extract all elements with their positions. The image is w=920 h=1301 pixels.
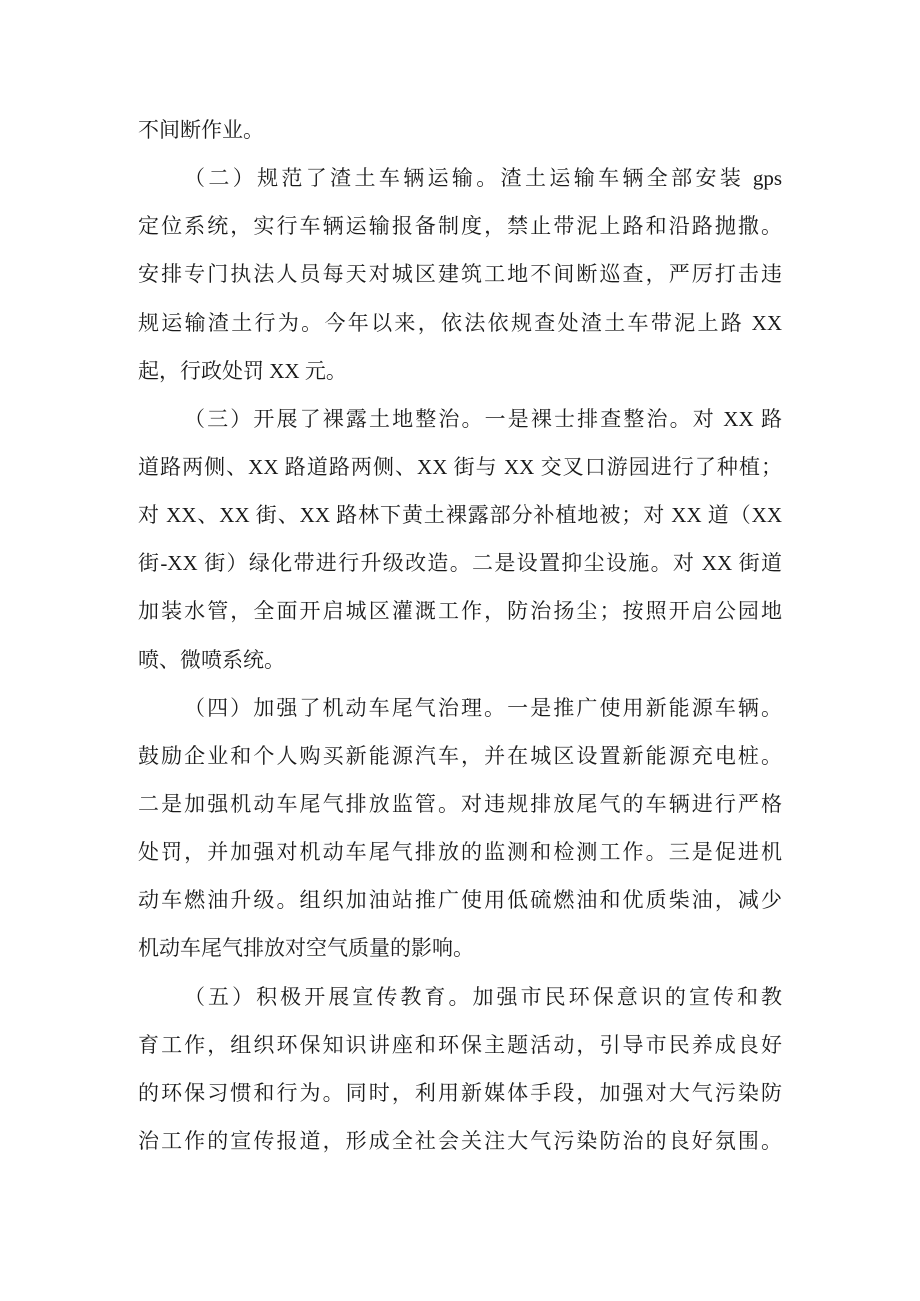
paragraph-line: 对 XX、XX 街、XX 路林下黄土裸露部分补植地被；对 XX 道（XX bbox=[138, 503, 782, 528]
paragraph-line: 街-XX 街）绿化带进行升级改造。二是设置抑尘设施。对 XX 街道 bbox=[138, 551, 782, 576]
paragraph-line: 处罚，并加强对机动车尾气排放的监测和检测工作。三是促进机 bbox=[138, 840, 782, 865]
paragraph-section-5 bbox=[138, 973, 782, 1166]
paragraph-line: 二是加强机动车尾气排放监管。对违规排放尾气的车辆进行严格 bbox=[138, 791, 782, 816]
document-body bbox=[138, 106, 782, 1165]
paragraph-line: 定位系统，实行车辆运输报备制度，禁止带泥上路和沿路抛撒。 bbox=[138, 214, 782, 239]
paragraph-line: 规运输渣土行为。今年以来，依法依规查处渣土车带泥上路 XX bbox=[138, 310, 782, 335]
paragraph-section-4 bbox=[138, 684, 782, 973]
paragraph-line: （五）积极开展宣传教育。加强市民环保意识的宣传和教 bbox=[184, 984, 782, 1009]
paragraph-line: 治工作的宣传报道，形成全社会关注大气污染防治的良好氛围。 bbox=[138, 1128, 782, 1153]
paragraph-line: 加装水管，全面开启城区灌溉工作，防治扬尘；按照开启公园地 bbox=[138, 599, 782, 624]
paragraph-section-3 bbox=[138, 395, 782, 684]
paragraph-line: 动车燃油升级。组织加油站推广使用低硫燃油和优质柴油，减少 bbox=[138, 888, 782, 913]
paragraph-line: 安排专门执法人员每天对城区建筑工地不间断巡查，严厉打击违 bbox=[138, 262, 782, 287]
paragraph-line: 机动车尾气排放对空气质量的影响。 bbox=[138, 936, 474, 961]
paragraph-line: （四）加强了机动车尾气治理。一是推广使用新能源车辆。 bbox=[184, 695, 782, 720]
paragraph-line: 起，行政处罚 XX 元。 bbox=[138, 358, 347, 383]
paragraph-line: 鼓励企业和个人购买新能源汽车，并在城区设置新能源充电桩。 bbox=[138, 743, 782, 768]
paragraph-line: （二）规范了渣土车辆运输。渣土运输车辆全部安装 gps bbox=[184, 166, 782, 191]
paragraph-line: 的环保习惯和行为。同时，利用新媒体手段，加强对大气污染防 bbox=[138, 1080, 782, 1105]
paragraph-line: 育工作，组织环保知识讲座和环保主题活动，引导市民养成良好 bbox=[138, 1032, 782, 1057]
paragraph-line: 喷、微喷系统。 bbox=[138, 647, 285, 672]
continued-paragraph-line: 不间断作业。 bbox=[138, 118, 264, 142]
paragraph-line: （三）开展了裸露土地整治。一是裸士排查整治。对 XX 路 bbox=[184, 406, 782, 431]
paragraph-section-2 bbox=[138, 154, 782, 395]
paragraph-line: 道路两侧、XX 路道路两侧、XX 街与 XX 交叉口游园进行了种植； bbox=[138, 454, 782, 479]
